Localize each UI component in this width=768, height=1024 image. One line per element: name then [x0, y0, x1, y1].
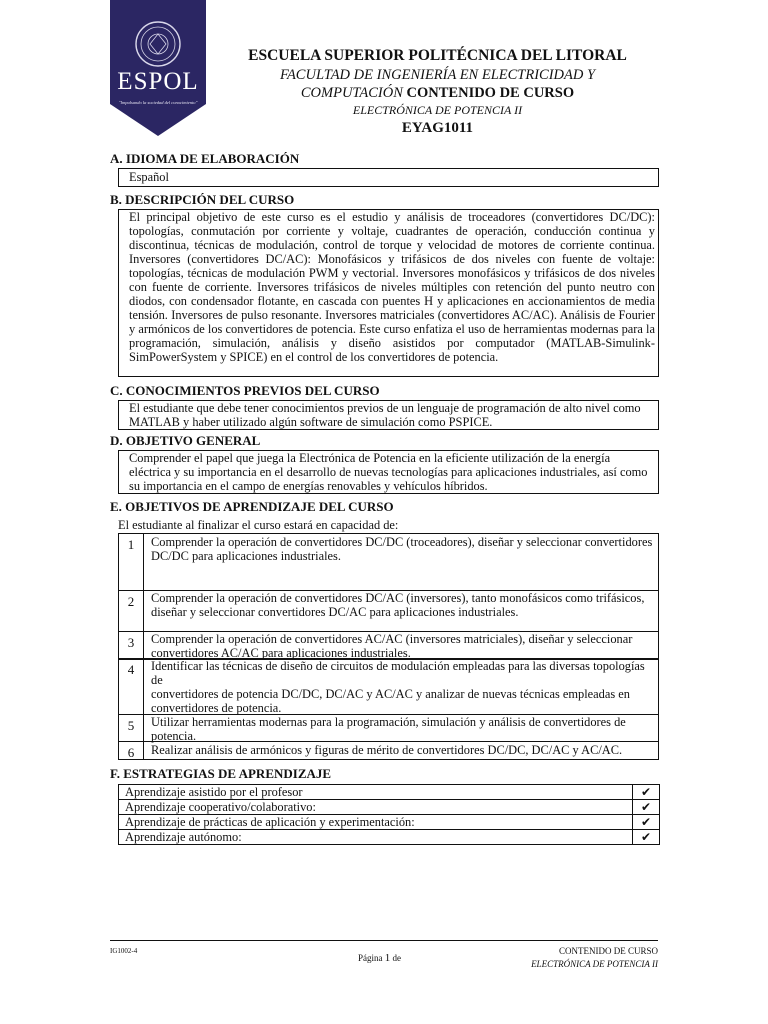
general-objective-text: Comprender el papel que juega la Electrónica de Potencia en la eficiente utilización de la energía eléctrica y su importancia en el desarrollo de nuevas tecnologías para aplicaciones industriales, así como su importancia en el campo de energías renovables y vehículos híbridos.	[129, 451, 648, 493]
faculty-name-continued: COMPUTACIÓN	[300, 85, 403, 101]
section-a-title: A. IDIOMA DE ELABORACIÓN	[110, 151, 300, 166]
footer-page-number: 1	[384, 952, 391, 964]
objective-text-line1: Utilizar herramientas modernas para la programación, simulación y análisis de convertidores de potencia.	[151, 715, 626, 743]
objective-row	[118, 533, 659, 591]
course-name: ELECTRÓNICA DE POTENCIA II	[352, 103, 523, 117]
faculty-doc-line	[205, 84, 670, 102]
objective-text-line1: Realizar análisis de armónicos y figuras de mérito de convertidores DC/DC, DC/AC y AC/AC.	[151, 743, 623, 757]
objective-text-line1: Comprender la operación de convertidores AC/AC (inversores matriciales), diseñar y seleccionar	[151, 632, 633, 646]
objective-row	[118, 658, 659, 715]
prerequisites-box	[118, 400, 659, 430]
objective-text-line1: Comprender la operación de convertidores DC/AC (inversores), tanto monofásicos como trifásicos,	[151, 591, 645, 605]
objective-text-line1: Identificar las técnicas de diseño de circuitos de modulación empleadas para las diversas topologías de	[151, 659, 645, 687]
espol-logo	[110, 0, 206, 136]
footer-course: ELECTRÓNICA DE POTENCIA II	[531, 959, 658, 969]
objective-text-line2: diseñar y seleccionar convertidores DC/AC para aplicaciones industriales.	[151, 605, 519, 619]
footer-doc-type: CONTENIDO DE CURSO	[559, 946, 658, 956]
section-b-title: B. DESCRIPCIÓN DEL CURSO	[110, 192, 295, 207]
objective-number: 6	[127, 745, 135, 760]
footer-right	[531, 946, 658, 969]
section-c-title: C. CONOCIMIENTOS PREVIOS DEL CURSO	[110, 383, 380, 398]
objective-row	[118, 741, 659, 760]
objective-number: 5	[127, 718, 135, 733]
objective-row	[118, 714, 659, 742]
objective-text-line1: Comprender la operación de convertidores DC/DC (troceadores), diseñar y seleccionar convertidores	[151, 535, 653, 549]
objective-number: 2	[127, 594, 135, 609]
doc-type: CONTENIDO DE CURSO	[406, 85, 575, 101]
strategies-table	[118, 784, 660, 845]
check-icon: ✔	[633, 830, 660, 845]
objective-number: 1	[127, 537, 135, 552]
faculty-name: FACULTAD DE INGENIERÍA EN ELECTRICIDAD Y	[279, 67, 596, 83]
objective-number: 4	[127, 662, 135, 677]
section-d-title: D. OBJETIVO GENERAL	[110, 433, 261, 448]
objective-row	[118, 631, 659, 660]
language-value: Español	[129, 170, 169, 184]
logo-wordmark: ESPOL	[117, 68, 199, 95]
objective-text-line2: DC/DC para aplicaciones industriales.	[151, 549, 341, 563]
check-icon: ✔	[633, 800, 660, 815]
footer-page-label: Página	[358, 953, 383, 963]
university-name: ESCUELA SUPERIOR POLITÉCNICA DEL LITORAL	[248, 47, 627, 64]
strategy-label: Aprendizaje cooperativo/colaborativo:	[119, 800, 633, 815]
footer-divider	[110, 940, 658, 941]
objectives-intro: El estudiante al finalizar el curso estará en capacidad de:	[118, 518, 399, 532]
check-icon: ✔	[633, 815, 660, 830]
course-code: EYAG1011	[401, 120, 474, 136]
course-description-text: El principal objetivo de este curso es el estudio y análisis de troceadores (convertidores DC/DC): topologías, conmutación por corriente y voltaje, cuadrantes de operación, conducción continua y discontinua, técnicas de modulación, control de torque y velocidad de motores de corriente continua. Inversores (convertidores DC/AC): Monofásicos y trifásicos de dos niveles con fuente de voltaje: topologías, técnicas de modulación PWM y vectorial. Inversores monofásicos y trifásicos de dos niveles con fuente de corriente. Inversores trifásicos de niveles múltiples con retención del punto neutro con diodos, con condensador flotante, en cascada con puentes H y aplicaciones en accionamientos de media tensión. Inversores de pulso resonante. Inversores matriciales (convertidores AC/AC). Análisis de Fourier y armónicos de los convertidores de potencia. Este curso enfatiza el uso de herramientas modernas para la programación, simulación, análisis y diseño asistidos por computador (MATLAB-Simulink-SimPowerSystem y SPICE) en el control de los convertidores de potencia.	[129, 210, 655, 364]
strategy-label: Aprendizaje autónomo:	[119, 830, 633, 845]
strategy-label: Aprendizaje de prácticas de aplicación y experimentación:	[119, 815, 633, 830]
table-row	[119, 830, 660, 845]
language-box	[118, 168, 659, 187]
general-objective-box	[118, 450, 659, 494]
objective-number: 3	[127, 635, 135, 650]
footer-page-of: de	[392, 953, 401, 963]
objective-text-line2: convertidores de potencia DC/DC, DC/AC y AC/AC y analizar de nuevas técnicas empleadas en convertidores de potencia.	[151, 687, 630, 715]
objective-text-line2: convertidores AC/AC para aplicaciones industriales.	[151, 646, 411, 660]
footer-form-code: IG1002-4	[110, 947, 138, 955]
section-e-title: E. OBJETIVOS DE APRENDIZAJE DEL CURSO	[110, 499, 394, 514]
course-description-box	[118, 209, 659, 377]
objective-row	[118, 590, 659, 632]
table-row	[119, 815, 660, 830]
table-row	[119, 785, 660, 800]
footer-page	[358, 952, 401, 964]
strategy-label: Aprendizaje asistido por el profesor	[119, 785, 633, 800]
logo-motto: "Impulsando la sociedad del conocimiento"	[118, 100, 198, 105]
section-f-title: F. ESTRATEGIAS DE APRENDIZAJE	[110, 766, 332, 781]
prerequisites-text: El estudiante que debe tener conocimientos previos de un lenguaje de programación de alto nivel como MATLAB y haber utilizado algún software de simulación como PSPICE.	[129, 401, 641, 429]
table-row	[119, 800, 660, 815]
check-icon: ✔	[633, 785, 660, 800]
